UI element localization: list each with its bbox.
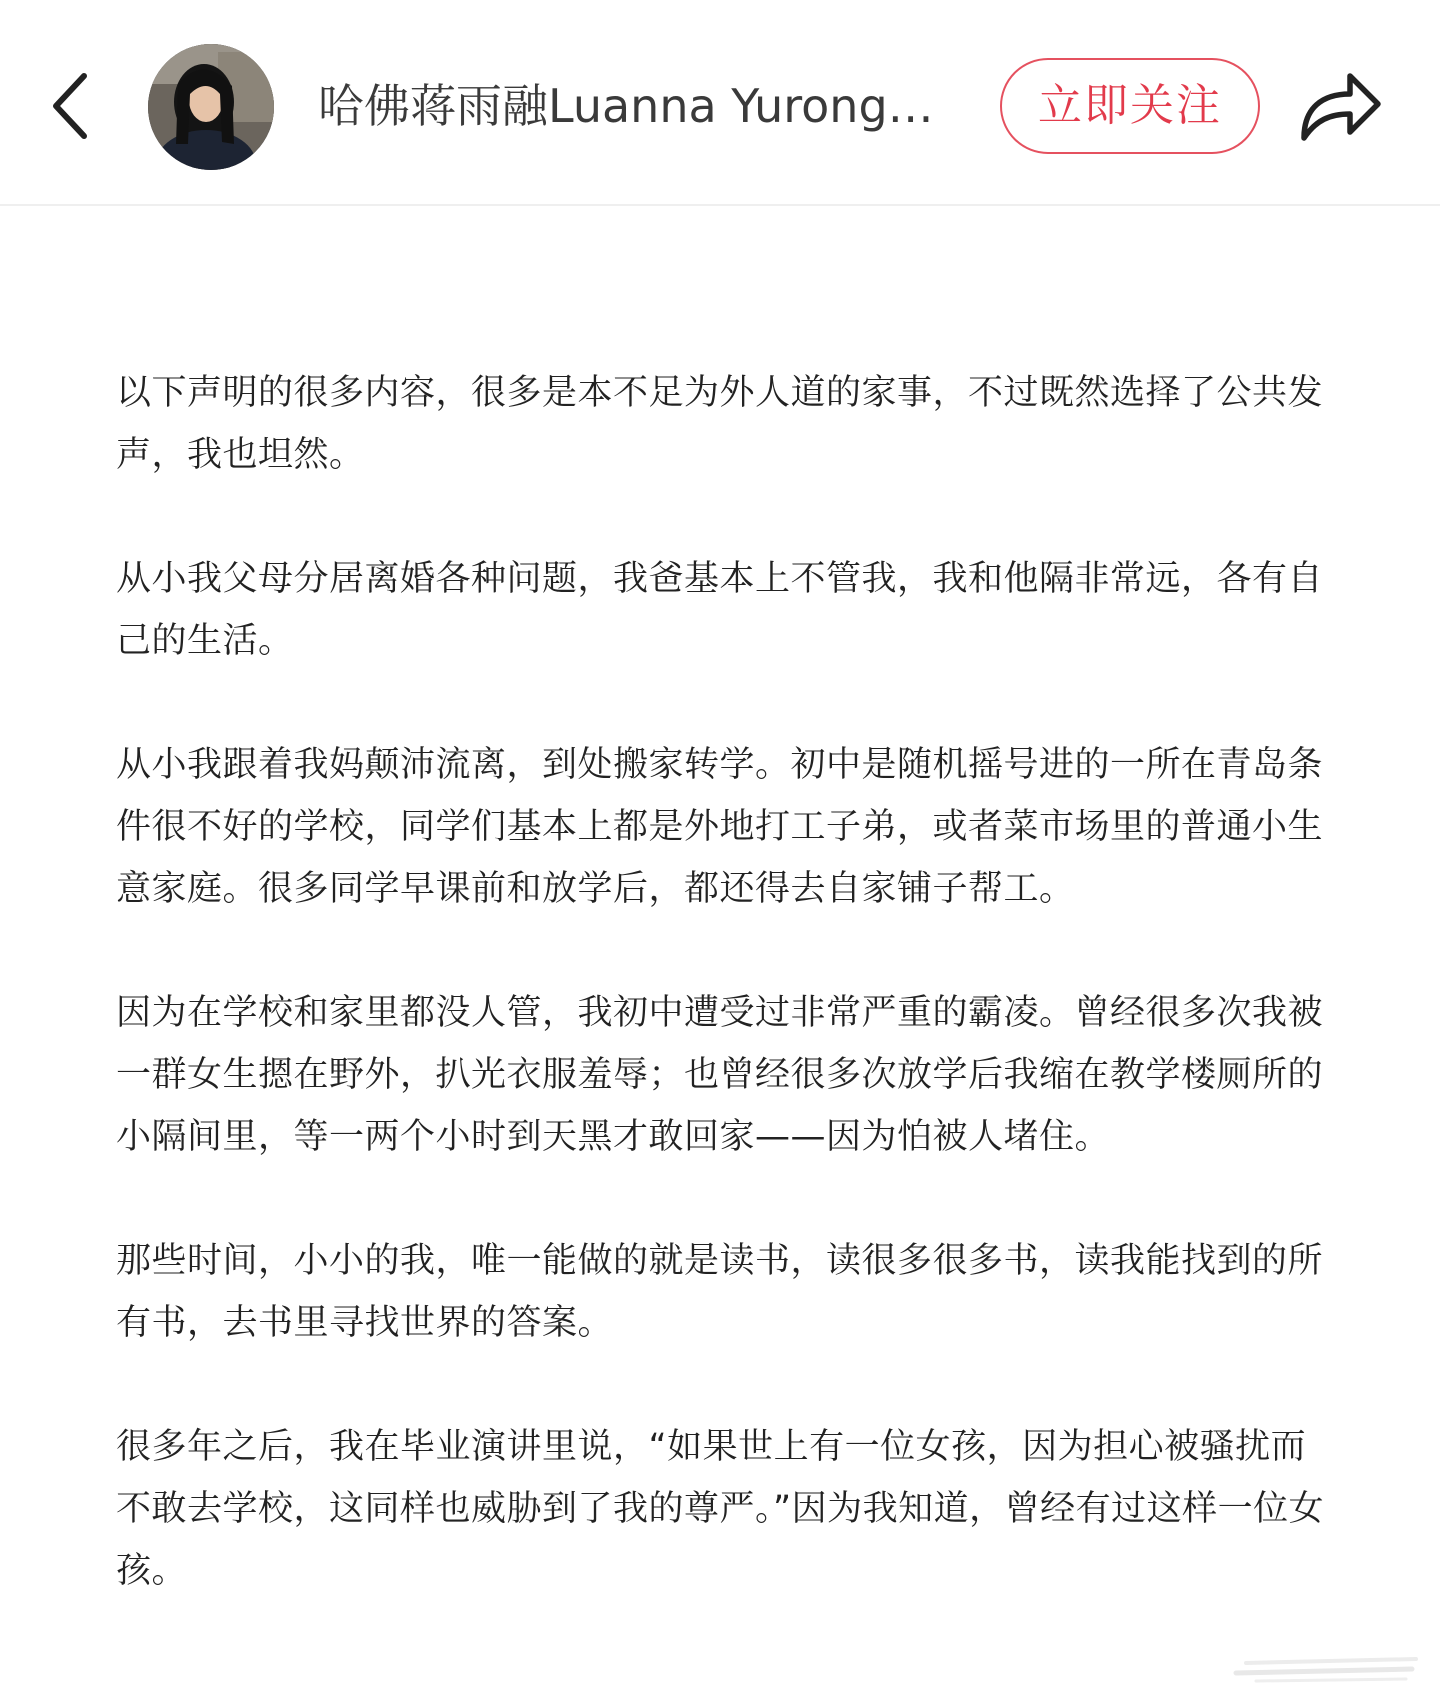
paragraph: 从小我父母分居离婚各种问题，我爸基本上不管我，我和他隔非常远，各有自己的生活。 bbox=[116, 559, 1324, 661]
article-body bbox=[116, 362, 1332, 1664]
avatar[interactable] bbox=[148, 44, 274, 170]
avatar-photo bbox=[148, 44, 274, 170]
watermark-logo bbox=[1226, 1651, 1426, 1687]
top-bar bbox=[0, 0, 1440, 206]
paragraph: 因为在学校和家里都没人管，我初中遭受过非常严重的霸凌。曾经很多次我被一群女生摁在野外，扒光衣服羞辱；也曾经很多次放学后我缩在教学楼厕所的小隔间里，等一两个小时到天黑才敢回家——因为怕被人堵住。 bbox=[116, 993, 1324, 1157]
follow-button[interactable]: 立即关注 bbox=[1000, 58, 1260, 154]
watermark-lines bbox=[1226, 1651, 1426, 1687]
paragraph: 从小我跟着我妈颠沛流离，到处搬家转学。初中是随机摇号进的一所在青岛条件很不好的学校，同学们基本上都是外地打工子弟，或者菜市场里的普通小生意家庭。很多同学早课前和放学后，都还得去自家铺子帮工。 bbox=[116, 745, 1324, 909]
paragraph: 那些时间，小小的我，唯一能做的就是读书，读很多很多书，读我能找到的所有书，去书里寻找世界的答案。 bbox=[116, 1241, 1324, 1343]
back-button[interactable] bbox=[48, 70, 96, 142]
author-name[interactable]: 哈佛蒋雨融Luanna Yurong… bbox=[318, 79, 934, 133]
paragraph: 以下声明的很多内容，很多是本不足为外人道的家事，不过既然选择了公共发声，我也坦然。 bbox=[116, 373, 1324, 475]
share-arrow-icon bbox=[1296, 68, 1384, 144]
share-button[interactable] bbox=[1296, 68, 1384, 144]
chevron-left-icon bbox=[48, 70, 96, 142]
paragraph: 很多年之后，我在毕业演讲里说，“如果世上有一位女孩，因为担心被骚扰而不敢去学校，这同样也威胁到了我的尊严。”因为我知道，曾经有过这样一位女孩。 bbox=[116, 1427, 1325, 1591]
